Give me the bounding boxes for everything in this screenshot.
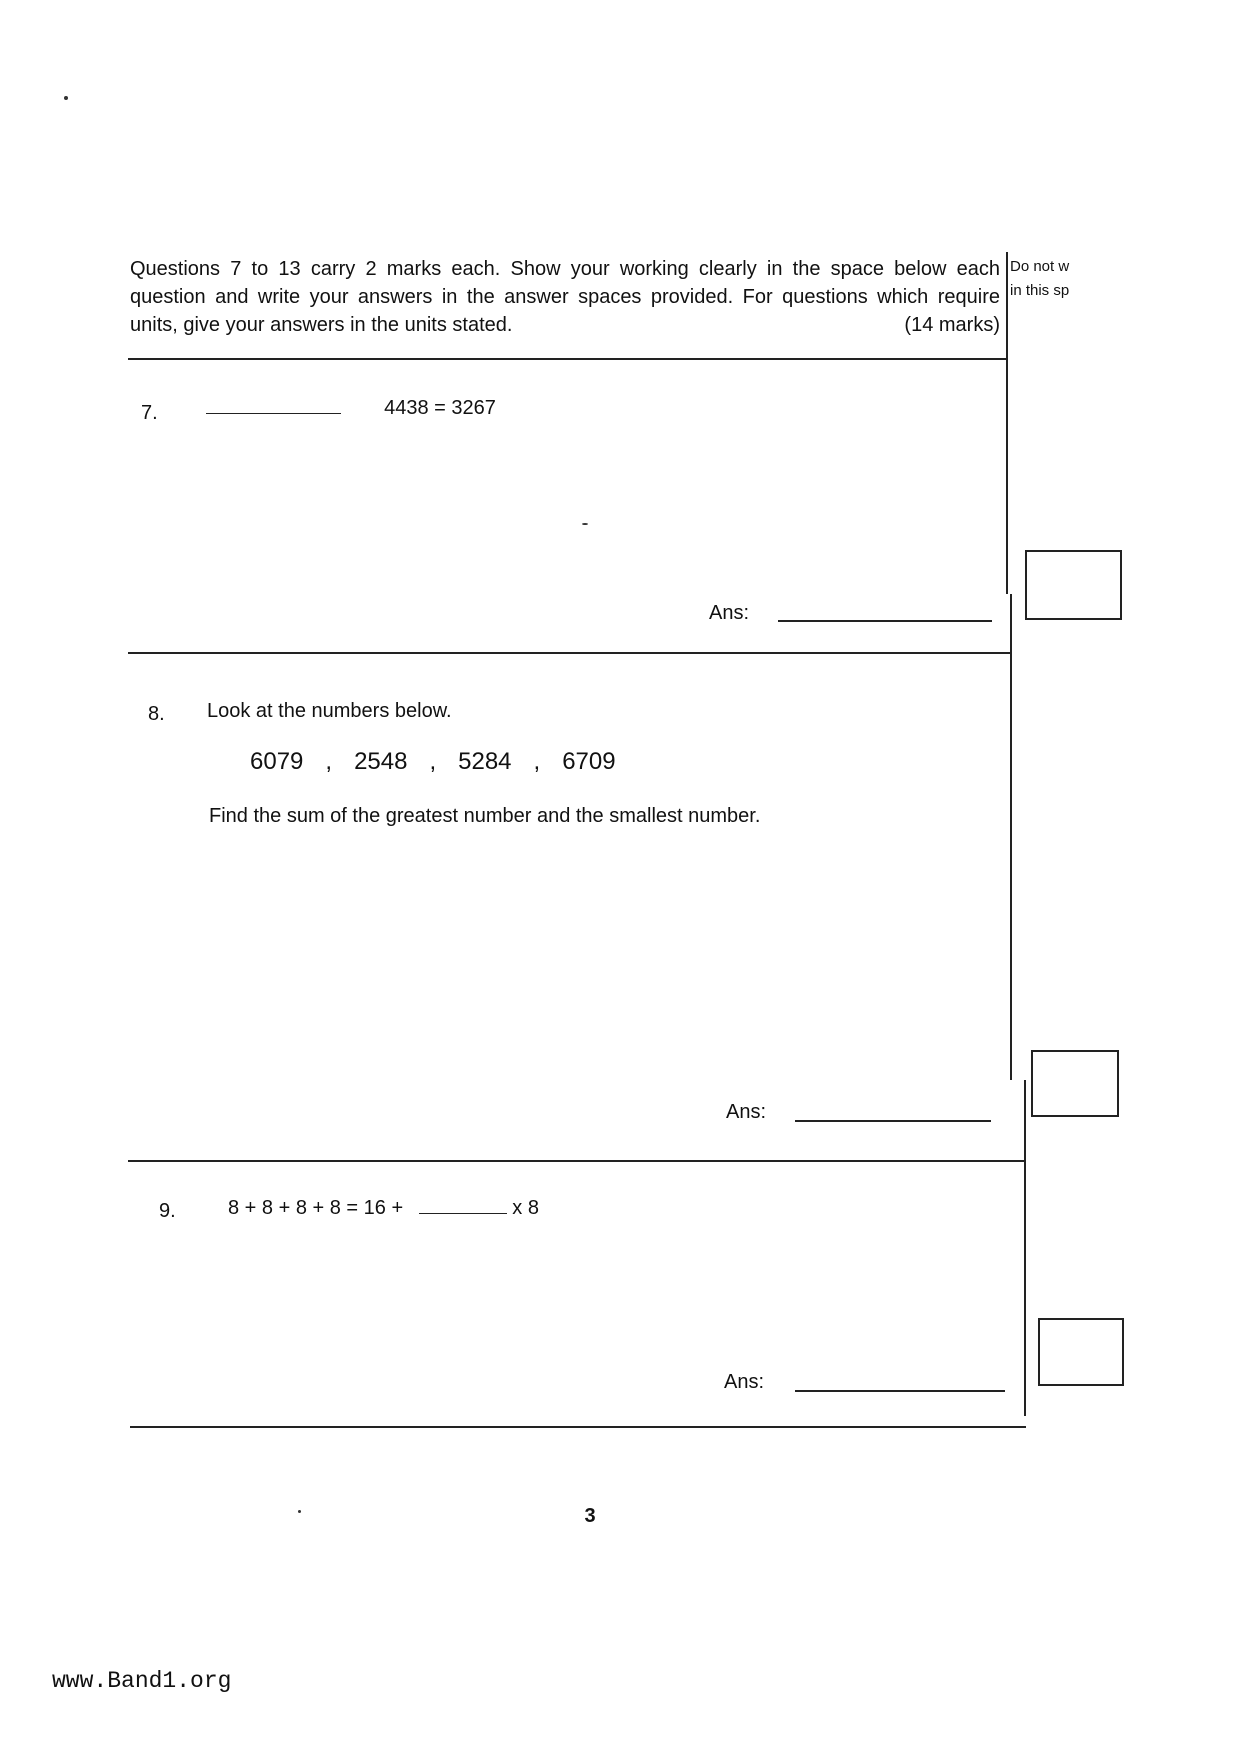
margin-note [1010, 255, 1110, 303]
section-divider [128, 652, 1010, 654]
question-8-mark-box [1031, 1050, 1119, 1117]
question-7-number: 7. [141, 402, 158, 424]
question-9-equation [228, 1197, 539, 1220]
margin-note-line2: in this sp [1010, 282, 1070, 299]
number-item: 5284 [458, 748, 512, 775]
marks-total: (14 marks) [904, 314, 1000, 336]
question-8-answer-line[interactable] [795, 1120, 991, 1122]
page-number: 3 [584, 1505, 596, 1527]
margin-note-line1: Do not w [1010, 258, 1070, 275]
question-8-number: 8. [148, 703, 165, 725]
question-9-mark-box [1038, 1318, 1124, 1386]
question-8-task: Find the sum of the greatest number and the smallest number. [209, 805, 761, 827]
scan-speck [64, 96, 68, 100]
margin-divider [1006, 252, 1008, 594]
section-divider [130, 1426, 1026, 1428]
question-7-equation-text: 4438 = 3267 [384, 397, 496, 419]
instructions [130, 255, 1000, 339]
number-item: 6079 [250, 748, 304, 775]
margin-divider [1024, 1080, 1026, 1416]
question-9-number: 9. [159, 1200, 176, 1222]
question-8-numbers [250, 748, 616, 776]
question-7-mark-box [1025, 550, 1122, 620]
scan-speck [582, 523, 588, 525]
question-7-answer-line[interactable] [778, 620, 992, 622]
section-divider [128, 1160, 1024, 1162]
number-item: 2548 [354, 748, 408, 775]
question-9-equation-left: 8 + 8 + 8 + 8 = 16 + [228, 1197, 404, 1219]
number-separator: , [429, 748, 437, 775]
section-divider [128, 358, 1008, 360]
instructions-text: Questions 7 to 13 carry 2 marks each. Show your working clearly in the space below each question and write your answers in the answer spaces provided. For questions which require units, give your answers in the units stated. [130, 258, 1000, 336]
question-7-ans-label: Ans: [709, 602, 750, 624]
question-7-blank[interactable] [206, 413, 341, 414]
question-8-ans-label: Ans: [726, 1101, 767, 1123]
question-7-equation [206, 397, 496, 420]
number-separator: , [325, 748, 333, 775]
footer-url[interactable]: www.Band1.org [52, 1668, 232, 1694]
question-8-intro: Look at the numbers below. [207, 700, 452, 722]
number-item: 6709 [562, 748, 616, 775]
question-9-blank[interactable] [419, 1213, 507, 1214]
number-separator: , [533, 748, 541, 775]
margin-divider [1010, 594, 1012, 1080]
question-9-ans-label: Ans: [724, 1371, 765, 1393]
question-9-equation-right: x 8 [512, 1197, 539, 1219]
question-9-answer-line[interactable] [795, 1390, 1005, 1392]
